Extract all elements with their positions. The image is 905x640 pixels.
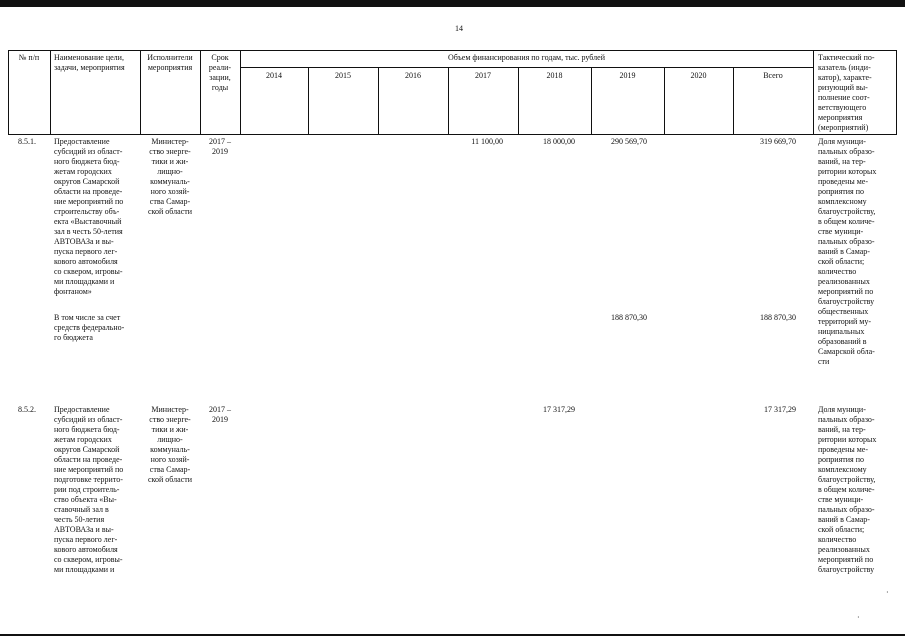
header-total: Всего: [763, 71, 783, 80]
header-year-2020: 2020: [690, 71, 707, 80]
header-executors: Исполнители мероприятия: [147, 53, 193, 72]
grid-line: [50, 50, 51, 134]
row-number: 8.5.2.: [18, 405, 36, 414]
row-indicator: Доля муници- пальных образо- ваний, на тер- ритории которых проведены ме- роприятия по комплексному благоустройству, в общем количе- стве муници- пальных образо- ваний в Самар- ской области; количество реализованных мероприятий по благоустройству: [818, 405, 877, 574]
row-executor: Министер- ство энерге- тики и жи- лищно- коммуналь- ного хозяй- ства Самар- ской области: [147, 137, 193, 216]
grid-line: [813, 50, 814, 134]
header-year-2019: 2019: [619, 71, 636, 80]
row-term: 2017 – 2019: [209, 137, 231, 156]
grid-line: [8, 50, 897, 51]
row-indicator: Доля муници- пальных образо- ваний, на тер- ритории которых проведены ме- роприятия по комплексному благоустройству, в общем количе- стве муници- пальных образо- ваний в Самар- ской области; количество реализованных мероприятий по благоустройству общественных территорий му- ниципальных образований в Самарской обла- сти: [818, 137, 877, 366]
row-value-2018: 17 317,29: [543, 405, 575, 414]
header-year-2016: 2016: [405, 71, 421, 80]
row-name: Предоставление субсидий из област- ного бюджета бюд- жетам городских округов Самарской области на проведе- ние мероприятий по строительству объ- екта «Выставочный зал в честь 50-летия АВТОВАЗа и вы- пуска первого лег- кового автомобиля со сквером, игровы- ми площадками и фонтаном»: [54, 137, 124, 296]
header-term: Срок реали- зации, годы: [208, 53, 232, 92]
header-year-2015: 2015: [335, 71, 351, 80]
page-number: 14: [455, 24, 463, 33]
row-number: 8.5.1.: [18, 137, 36, 146]
header-indicator: Тактический по- казатель (инди- катор), характе- ризующий вы- полнение соот- ветствующего мероприятия (мероприятий): [818, 53, 875, 132]
header-year-2018: 2018: [546, 71, 563, 80]
row-name: Предоставление субсидий из област- ного бюджета бюд- жетам городских округов Самарской области на проведе- ние мероприятий по подготовке террито- рии под строитель- ство объекта «Вы- ставочный зал в честь 50-летия АВТОВАЗа и вы- пуска первого лег- кового автомобиля со сквером, игровы- ми площадками и: [54, 405, 124, 574]
row-executor: Министер- ство энерге- тики и жи- лищно- коммуналь- ного хозяй- ства Самар- ской области: [147, 405, 193, 484]
row-sub-name: В том числе за счет средств федерально- го бюджета: [54, 313, 125, 342]
bottom-border: [0, 634, 905, 636]
row-value-2017: 11 100,00: [471, 137, 503, 146]
header-num: № п/п: [18, 53, 40, 62]
row-value-2018: 18 000,00: [543, 137, 575, 146]
header-name: Наименование цели, задачи, мероприятия: [54, 53, 125, 72]
grid-line: [240, 67, 813, 68]
header-year-2017: 2017: [475, 71, 491, 80]
header-financing: Объем финансирования по годам, тыс. рублей: [448, 53, 605, 62]
scan-speck: ·: [886, 588, 889, 597]
row-value-2019: 290 569,70: [611, 137, 647, 146]
row-term: 2017 – 2019: [209, 405, 231, 424]
row-sub-value-total: 188 870,30: [760, 313, 796, 322]
row-value-total: 319 669,70: [760, 137, 796, 146]
row-sub-value-2019: 188 870,30: [611, 313, 647, 322]
grid-line: [8, 134, 897, 135]
grid-line: [896, 50, 897, 134]
row-value-total: 17 317,29: [764, 405, 796, 414]
top-border: [0, 0, 905, 7]
header-year-2014: 2014: [266, 71, 282, 80]
scan-speck: ·: [857, 613, 860, 622]
